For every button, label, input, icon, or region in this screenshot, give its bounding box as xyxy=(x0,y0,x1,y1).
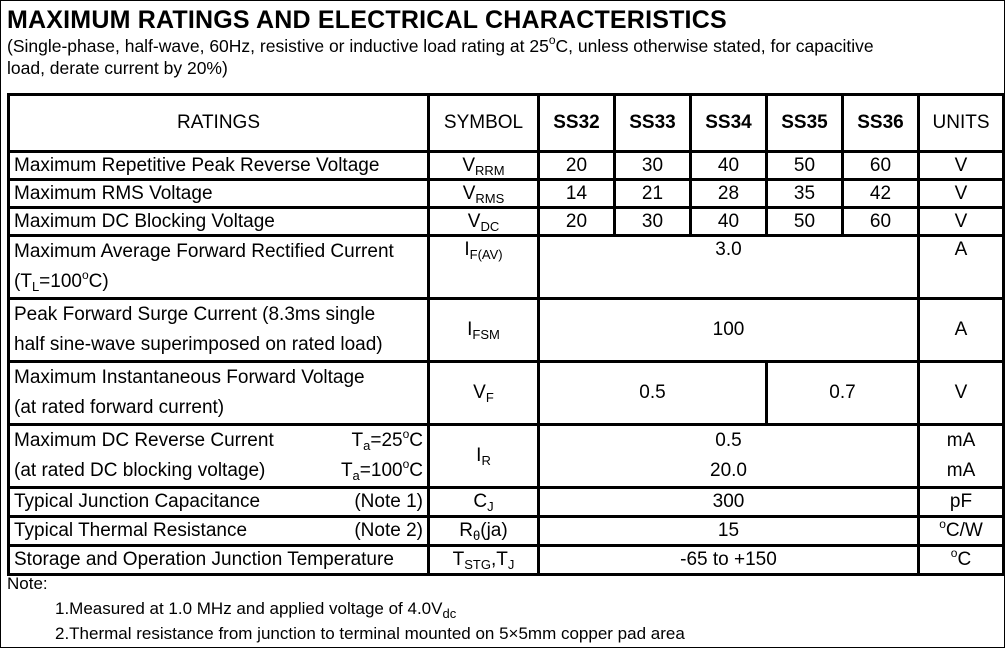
header-row xyxy=(9,95,1004,152)
row-label: Storage and Operation Junction Temperature xyxy=(9,546,429,575)
header-part: SS33 xyxy=(615,95,691,152)
note-1 xyxy=(7,596,685,621)
document-subtitle xyxy=(1,35,1004,79)
row-label xyxy=(9,425,429,488)
symbol-sub: F(AV) xyxy=(469,247,503,262)
row-value: 20 xyxy=(539,152,615,180)
table-row xyxy=(9,362,1004,425)
symbol-main: I xyxy=(467,319,473,340)
cond-sub: a xyxy=(352,468,360,483)
row-label xyxy=(9,299,429,362)
row-unit: V xyxy=(919,180,1004,208)
symbol-sep: , xyxy=(490,549,497,570)
subtitle-part: (Single-phase, half-wave, 60Hz, resistive or inductive load rating at 25 xyxy=(7,36,549,56)
degree-sup: o xyxy=(548,33,556,47)
notes-section xyxy=(7,571,685,646)
label-line2: (at rated forward current) xyxy=(14,397,225,418)
degree-sup: o xyxy=(950,546,958,560)
row-value: 35 xyxy=(767,180,843,208)
symbol-sub: J xyxy=(487,499,494,514)
label-part: C) xyxy=(88,271,109,292)
row-symbol xyxy=(429,208,539,236)
row-unit: A xyxy=(919,236,1004,299)
row-value: -65 to +150 xyxy=(539,546,919,575)
row-value: 20 xyxy=(539,208,615,236)
label-line1 xyxy=(14,426,423,456)
row-value: 50 xyxy=(767,152,843,180)
value-line1: 0.5 xyxy=(715,430,742,451)
row-label xyxy=(9,362,429,425)
row-label: Maximum RMS Voltage xyxy=(9,180,429,208)
cond-part: C xyxy=(409,460,423,481)
table-row xyxy=(9,488,1004,517)
header-ratings: RATINGS xyxy=(9,95,429,152)
condition-text xyxy=(352,426,424,456)
symbol-sub: J xyxy=(507,557,515,572)
cond-part: =100 xyxy=(359,460,403,481)
row-symbol xyxy=(429,236,539,299)
row-unit xyxy=(919,425,1004,488)
row-unit: pF xyxy=(919,488,1004,517)
symbol-main: T xyxy=(496,549,508,570)
label-line1: Maximum Average Forward Rectified Current xyxy=(14,241,394,262)
row-symbol xyxy=(429,488,539,517)
symbol-main: V xyxy=(467,210,481,232)
row-symbol xyxy=(429,425,539,488)
symbol-sub: RMS xyxy=(475,190,505,206)
row-unit: A xyxy=(919,299,1004,362)
degree-sup: o xyxy=(402,457,410,471)
unit-text: C xyxy=(957,549,972,570)
row-value: 40 xyxy=(691,152,767,180)
degree-sup: o xyxy=(402,427,410,441)
row-label xyxy=(9,517,429,546)
row-value: 28 xyxy=(691,180,767,208)
unit-line1: mA xyxy=(946,430,976,451)
row-label xyxy=(9,488,429,517)
table-row xyxy=(9,152,1004,180)
note-ref: (Note 1) xyxy=(354,491,423,512)
row-unit xyxy=(919,546,1004,575)
row-symbol xyxy=(429,180,539,208)
header-part: SS36 xyxy=(843,95,919,152)
row-value: 60 xyxy=(843,208,919,236)
label-sub: L xyxy=(31,279,40,294)
row-unit: V xyxy=(919,208,1004,236)
table-row xyxy=(9,425,1004,488)
note-ref: (Note 2) xyxy=(354,520,423,541)
table-row xyxy=(9,208,1004,236)
symbol-sub: θ xyxy=(473,528,481,543)
document-title: MAXIMUM RATINGS AND ELECTRICAL CHARACTERISTICS xyxy=(7,6,727,34)
cond-part: T xyxy=(340,460,353,481)
row-value: 0.7 xyxy=(767,362,919,425)
row-value: 100 xyxy=(539,299,919,362)
unit-line2: mA xyxy=(946,460,976,481)
ratings-table xyxy=(7,93,1005,576)
row-label: Maximum Repetitive Peak Reverse Voltage xyxy=(9,152,429,180)
label-line2 xyxy=(14,456,423,486)
notes-heading: Note: xyxy=(7,574,48,593)
cond-part: T xyxy=(351,430,364,451)
row-value: 50 xyxy=(767,208,843,236)
label-line1: Peak Forward Surge Current (8.3ms single xyxy=(14,304,376,325)
subtitle-line2: load, derate current by 20%) xyxy=(7,58,228,78)
label-text: Typical Thermal Resistance xyxy=(14,520,248,541)
note-text: 1.Measured at 1.0 MHz and applied voltage of 4.0V xyxy=(55,599,443,618)
label-text: Maximum DC Reverse Current xyxy=(14,430,274,451)
symbol-sub: DC xyxy=(480,218,500,234)
condition-text xyxy=(341,456,423,486)
cond-part: C xyxy=(409,430,423,451)
row-value: 60 xyxy=(843,152,919,180)
row-symbol xyxy=(429,517,539,546)
header-part: SS34 xyxy=(691,95,767,152)
table-row xyxy=(9,180,1004,208)
symbol-main: V xyxy=(462,154,476,176)
header-symbol: SYMBOL xyxy=(429,95,539,152)
label-part: =100 xyxy=(39,271,82,292)
note-2: 2.Thermal resistance from junction to terminal mounted on 5×5mm copper pad area xyxy=(55,624,685,643)
label-text: Typical Junction Capacitance xyxy=(14,491,261,512)
label-line1: Maximum Instantaneous Forward Voltage xyxy=(14,367,365,388)
table-row xyxy=(9,236,1004,299)
degree-sup: o xyxy=(81,268,89,282)
symbol-sub: F xyxy=(485,390,494,405)
label-line2: half sine-wave superimposed on rated load) xyxy=(14,334,383,355)
row-symbol xyxy=(429,299,539,362)
header-units: UNITS xyxy=(919,95,1004,152)
row-unit: V xyxy=(919,362,1004,425)
symbol-main: R xyxy=(459,520,474,541)
row-value xyxy=(539,425,919,488)
row-value: 3.0 xyxy=(539,236,919,299)
table-row xyxy=(9,299,1004,362)
symbol-main: V xyxy=(473,382,486,403)
row-value: 21 xyxy=(615,180,691,208)
header-part: SS32 xyxy=(539,95,615,152)
header-part: SS35 xyxy=(767,95,843,152)
cond-part: =25 xyxy=(370,430,403,451)
symbol-main: V xyxy=(462,182,476,204)
note-sub: dc xyxy=(442,606,457,621)
symbol-sub: FSM xyxy=(472,327,500,342)
row-value: 15 xyxy=(539,517,919,546)
row-label xyxy=(9,236,429,299)
label-text: (at rated DC blocking voltage) xyxy=(14,460,266,481)
symbol-sub: RRM xyxy=(475,162,505,178)
row-value: 30 xyxy=(615,208,691,236)
symbol-sub: STG xyxy=(464,557,491,572)
row-symbol xyxy=(429,152,539,180)
row-value: 42 xyxy=(843,180,919,208)
unit-text: C/W xyxy=(945,520,983,541)
symbol-main: T xyxy=(452,549,465,570)
row-value: 0.5 xyxy=(539,362,767,425)
row-unit xyxy=(919,517,1004,546)
symbol-main: I xyxy=(464,239,470,260)
cond-sub: a xyxy=(363,438,371,453)
symbol-sub: R xyxy=(481,453,491,468)
symbol-tail: (ja) xyxy=(480,520,508,541)
symbol-main: C xyxy=(473,491,488,512)
table-row xyxy=(9,517,1004,546)
value-line2: 20.0 xyxy=(710,460,747,481)
row-value: 30 xyxy=(615,152,691,180)
row-value: 14 xyxy=(539,180,615,208)
degree-sup: o xyxy=(939,517,946,531)
row-unit: V xyxy=(919,152,1004,180)
row-value: 40 xyxy=(691,208,767,236)
subtitle-part: C, unless otherwise stated, for capacitive xyxy=(555,36,874,56)
label-part: (T xyxy=(14,271,32,292)
row-value: 300 xyxy=(539,488,919,517)
symbol-main: I xyxy=(476,445,482,466)
row-label: Maximum DC Blocking Voltage xyxy=(9,208,429,236)
row-symbol xyxy=(429,362,539,425)
